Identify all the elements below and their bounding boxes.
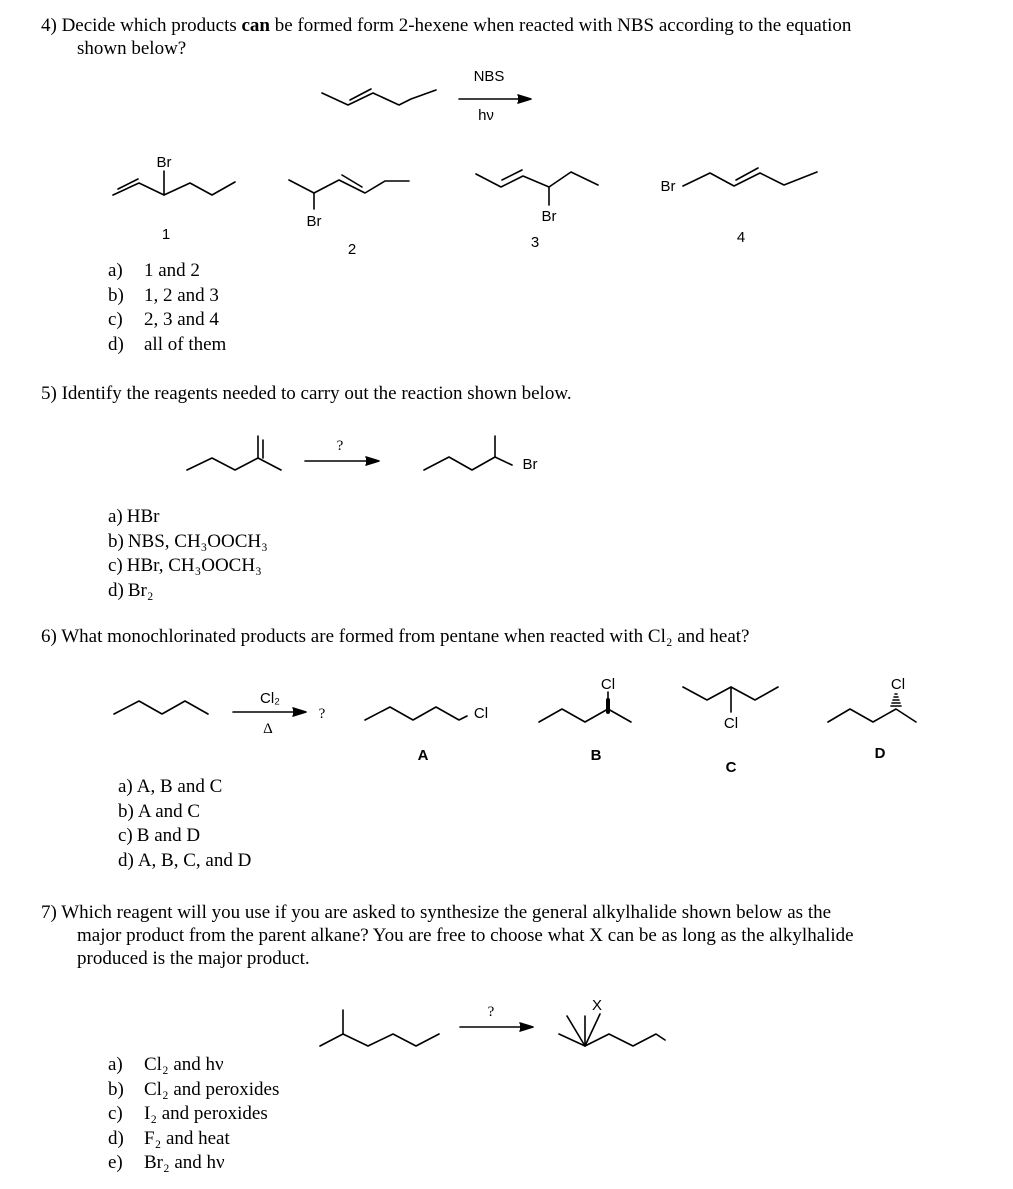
q7-arrow-label: ? [487,1004,495,1020]
question-6-prompt: 6) What monochlorinated products are formed from pentane when reacted with Cl₂ and heat? [41,626,750,647]
q4-reagent-top: NBS [473,68,505,85]
q4-reagent-bottom: hν [478,107,494,124]
option-b[interactable]: b) 1, 2 and 3 [108,284,219,306]
q4-structure-1-atom: Br [156,154,172,171]
q6-product-b [539,676,631,764]
option-d[interactable]: d) F₂ and heat [108,1127,230,1149]
option-e[interactable]: e) Br₂ and hν [108,1152,225,1173]
option-a[interactable]: a) A, B and C [118,776,223,797]
q4-structure-4-atom: Br [660,178,676,195]
option-d[interactable]: d) all of them [108,333,227,355]
option-a[interactable]: a) Cl₂ and hν [108,1054,224,1075]
option-c[interactable]: c) HBr, CH₃OOCH₃ [108,555,262,576]
option-a[interactable]: a) HBr [108,506,160,527]
question-5-prompt: 5) Identify the reagents needed to carry out the reaction shown below. [41,383,572,404]
q6-reagent-top: Cl₂ [260,690,280,707]
q7-product-alkyl-halide [559,997,665,1046]
q6-reactant-pentane [114,701,208,714]
option-a[interactable]: a) 1 and 2 [108,260,200,281]
q4-structure-3 [476,170,598,251]
q6-product-b-atom: Cl [600,676,616,693]
q5-arrow-label: ? [336,438,344,454]
q5-product-atom: Br [522,456,538,473]
q4-reactant-2-hexene [322,89,436,105]
question-4-text-after: be formed form 2-hexene when reacted with NBS according to the equation [270,15,852,36]
question-4-number: 4) [41,15,57,36]
option-d[interactable]: d) Br₂ [108,579,154,601]
q6-product-c-atom: Cl [723,715,739,732]
question-7-line2: major product from the parent alkane? You are free to choose what X can be as long as the alkylhalide [77,925,854,946]
q6-reaction-arrow [233,690,326,737]
option-b[interactable]: b) NBS, CH₃OOCH₃ [108,530,268,552]
question-4-text-before: Decide which products [61,15,242,36]
q4-reaction-arrow [459,68,531,124]
option-c[interactable]: c) B and D [118,825,201,846]
q4-structure-2-label: 2 [347,241,357,258]
q4-structure-4 [661,168,818,246]
q6-product-a-label: A [417,747,429,764]
q4-structure-1-label: 1 [161,226,171,243]
q4-structure-1 [113,154,235,243]
option-d[interactable]: d) A, B, C, and D [118,849,252,871]
q5-reactant-alkene [187,436,281,470]
q4-structure-2-atom: Br [306,213,322,230]
q6-product-c-label: C [725,759,737,776]
option-c[interactable]: c) 2, 3 and 4 [108,309,219,330]
q4-structure-4-label: 4 [736,229,746,246]
q5-product-alkyl-bromide [424,436,538,473]
q4-structure-3-atom: Br [541,208,557,225]
option-b[interactable]: b) Cl₂ and peroxides [108,1078,280,1100]
q6-arrow-label: ? [318,706,326,722]
question-7-line3: produced is the major product. [77,948,310,969]
q7-product-atom: X [591,997,603,1014]
q6-product-a-atom: Cl [473,705,489,722]
question-7-number: 7) [41,902,57,923]
q4-structure-2 [289,175,409,258]
q6-product-c [683,687,778,776]
q6-product-b-label: B [590,747,602,764]
q6-reagent-bottom: Δ [263,721,273,737]
option-c[interactable]: c) I₂ and peroxides [108,1103,268,1124]
q7-reaction-arrow [460,1004,533,1031]
question-7-line1: Which reagent will you use if you are asked to synthesize the general alkylhalide shown below as the [61,902,832,923]
question-4-text-line2: shown below? [77,38,187,59]
option-b[interactable]: b) A and C [118,800,201,822]
q7-reactant-alkane [320,1010,439,1046]
q6-product-a [365,705,488,764]
question-4-emphasis: can [241,15,270,36]
q6-product-d-atom: Cl [890,676,906,693]
q4-structure-3-label: 3 [530,234,540,251]
q6-product-d [828,676,916,762]
q6-product-d-label: D [874,745,886,762]
q5-reaction-arrow [305,438,379,465]
